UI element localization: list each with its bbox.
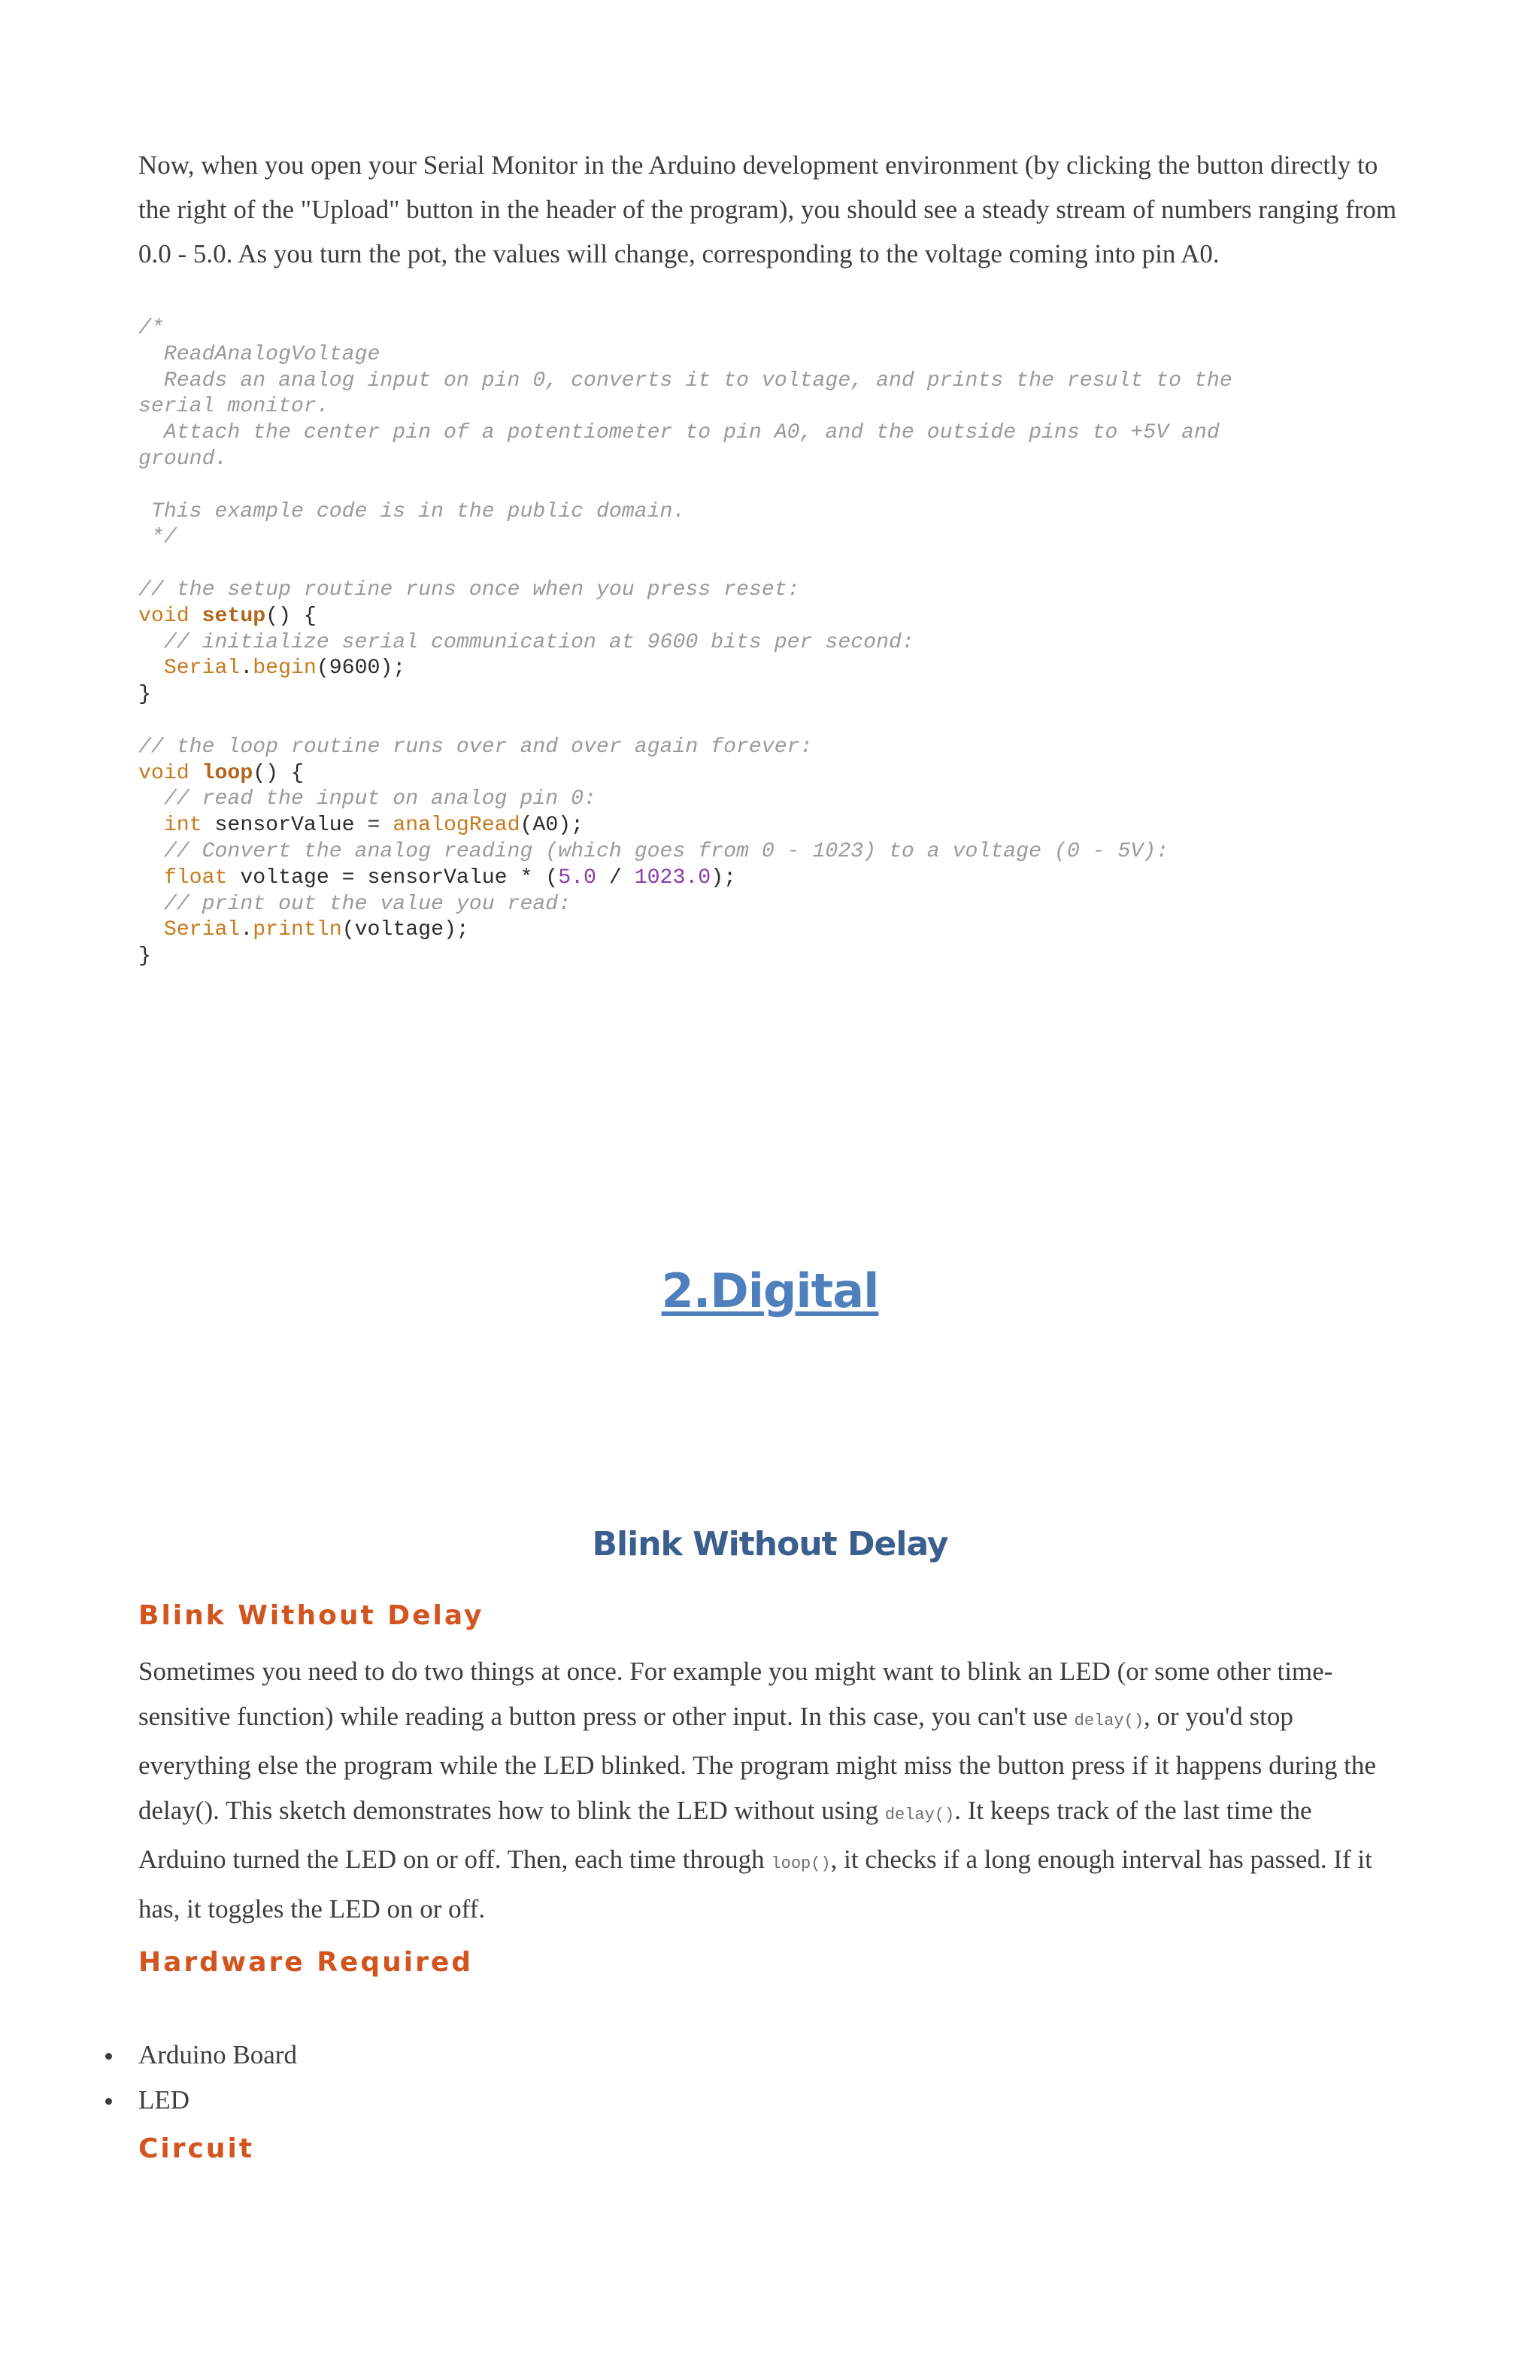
heading-circuit: Circuit xyxy=(138,2133,255,2164)
code-keyword: float xyxy=(163,866,228,890)
code-object: Serial xyxy=(163,656,241,681)
heading-hardware-required: Hardware Required xyxy=(138,1947,474,1978)
inline-code: delay() xyxy=(1074,1711,1144,1730)
code-comment: /* xyxy=(138,317,164,340)
paragraph-text: Sometimes you need to do two things at once. For example you might want to blink an LED (or some other time-sensitive function) while reading a button press or other input. In this case, you can't use xyxy=(138,1657,1333,1731)
code-keyword: void xyxy=(138,761,189,785)
inline-code: delay() xyxy=(884,1805,955,1824)
paragraph-text: . It keeps track of the last time the Arduino turned the LED on or off. Then, each time through xyxy=(138,1795,1312,1874)
code-comment: // the loop routine runs over and over again forever: xyxy=(138,735,813,759)
code-block xyxy=(138,316,1432,970)
inline-code: loop() xyxy=(771,1854,831,1873)
code-text: (voltage); xyxy=(341,918,469,942)
code-text: () { xyxy=(253,761,304,785)
code-object: Serial xyxy=(163,918,241,942)
code-function-name: loop xyxy=(202,761,253,785)
code-comment: Attach the center pin of a potentiometer to pin A0, and the outside pins to +5V and xyxy=(138,421,1220,445)
code-keyword: void xyxy=(138,604,189,628)
intro-paragraph: Now, when you open your Serial Monitor in the Arduino development environment (by clicking the button directly to the right of the "Upload" button in the header of the program), you should see a steady stream of numbers ranging from 0.0 - 5.0. As you turn the pot, the values will change, corresponding to the voltage coming into pin A0. xyxy=(138,150,1397,268)
heading-blink-without-delay: Blink Without Delay xyxy=(138,1600,484,1631)
section-title-link[interactable]: 2.Digital xyxy=(661,1263,879,1318)
list-item: LED xyxy=(138,2078,297,2123)
code-comment: ReadAnalogVoltage xyxy=(138,342,380,366)
code-comment: */ xyxy=(138,526,177,550)
hardware-list xyxy=(138,2033,297,2122)
code-method: analogRead xyxy=(393,814,520,838)
code-number: 5.0 xyxy=(558,866,596,890)
code-text: (A0); xyxy=(520,814,584,838)
code-comment: Reads an analog input on pin 0, converts it to voltage, and prints the result to the xyxy=(138,368,1232,393)
code-comment: // print out the value you read: xyxy=(138,892,571,916)
paragraph-text: , it checks if a long enough interval has passed. If it has, it toggles the LED on or off. xyxy=(138,1845,1372,1924)
code-text: } xyxy=(138,944,151,969)
code-text: voltage = sensorValue * ( xyxy=(227,866,559,890)
code-comment: ground. xyxy=(138,447,228,471)
code-text: (9600); xyxy=(316,656,406,681)
description-paragraph xyxy=(138,1649,1402,1931)
code-method: println xyxy=(253,918,342,942)
list-item: Arduino Board xyxy=(138,2033,297,2078)
page-subtitle: Blink Without Delay xyxy=(592,1525,948,1563)
code-text: () { xyxy=(265,604,317,628)
code-text: ); xyxy=(711,866,737,890)
code-comment: // the setup routine runs once when you press reset: xyxy=(138,578,800,602)
code-comment: serial monitor. xyxy=(138,395,329,419)
code-text: sensorValue = xyxy=(202,814,393,838)
code-text: } xyxy=(138,683,151,707)
code-function-name: setup xyxy=(202,604,266,628)
code-comment: // Convert the analog reading (which goes from 0 - 1023) to a voltage (0 - 5V): xyxy=(138,839,1169,863)
code-method: begin xyxy=(253,656,317,681)
paragraph-text: , or you'd stop everything else the program while the LED blinked. The program might miss the button press if it happens during the delay(). This sketch demonstrates how to blink the LED without using xyxy=(138,1701,1376,1825)
code-text: / xyxy=(596,866,635,890)
code-keyword: int xyxy=(163,814,202,838)
code-number: 1023.0 xyxy=(634,866,711,890)
code-comment: // initialize serial communication at 9600 bits per second: xyxy=(138,630,914,654)
code-text: . xyxy=(240,656,253,681)
code-comment: This example code is in the public domain. xyxy=(138,499,686,523)
code-text: . xyxy=(240,918,253,942)
code-comment: // read the input on analog pin 0: xyxy=(138,787,596,811)
